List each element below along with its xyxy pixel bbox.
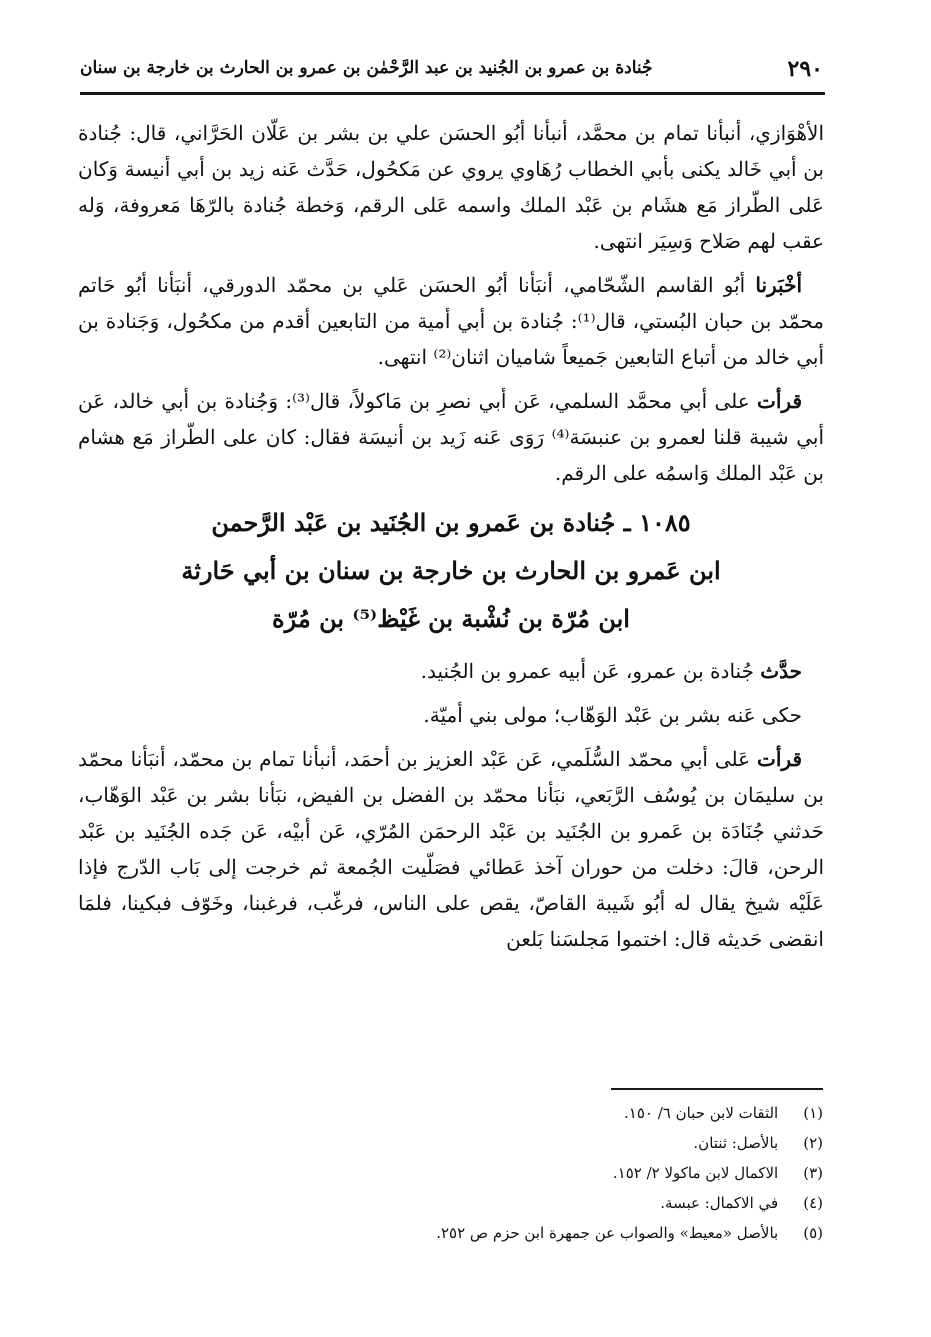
paragraph-lead: أخْبَرنا bbox=[755, 273, 803, 297]
page-number: ٢٩٠ bbox=[787, 56, 823, 82]
footnote-text: في الاكمال: عبسة. bbox=[660, 1194, 779, 1212]
paragraph bbox=[78, 653, 824, 689]
heading-line-1: ١٠٨٥ ـ جُنادة بن عَمرو بن الجُنَيد بن عَبْد الرَّحمن bbox=[211, 508, 691, 537]
footnote-divider bbox=[611, 1088, 823, 1090]
footnote-item bbox=[183, 1158, 823, 1188]
paragraph bbox=[78, 115, 824, 259]
paragraph-text: جُنادة بن عمرو، عَن أبيه عمرو بن الجُنيد. bbox=[420, 659, 754, 683]
footnote-text: الاكمال لابن ماكولا ٢/ ١٥٢. bbox=[612, 1164, 779, 1182]
footnote-text: بالأصل: ثنتان. bbox=[693, 1134, 779, 1152]
paragraph-lead: قرأت bbox=[757, 747, 803, 771]
paragraph-text: عَلى أبي محمّد السُّلَمي، عَن عَبْد العزيز بن أحمَد، أنبأنا تمام بن محمّد، أنبَأنا محمّد بن سليمَان بن يُوسُف الرَّبَعي، نبَأنا محمّد بن الفضل بن الفيض، نبَأنا بشر بن عَبْد الوَهّاب، حَدثني جُنَادَة بن عَمرو بن الجُنَيد بن عَبْد الرحمَن المُرّي، عَن أبيْه، عَن جَده الجُنَيد بن عَبْد الرحن، قالَ: دخلت من حوران آخذ عَطائي فصَلّيت الجُمعة ثم خرجت إلى بَاب الدّرج فإذا عَلَيْه شيخ يقال له أبُو شَيبة القاصّ، يقص على الناس، فرغّب، فرغبنا، وخَوّف فبكينا، فلمَا انقضى حَديثه قال: اختموا مَجلسَنا بَلعن bbox=[78, 747, 824, 951]
running-title: جُنادة بن عمرو بن الجُنيد بن عبد الرَّحْمٰن بن عمرو بن الحارث بن خارجة بن سنان bbox=[80, 58, 653, 78]
paragraph bbox=[78, 697, 824, 733]
paragraph-lead: قرأت bbox=[757, 389, 803, 413]
footnote-item bbox=[183, 1128, 823, 1158]
footnote-number: (٢) bbox=[803, 1134, 823, 1152]
paragraph bbox=[78, 267, 824, 375]
paragraph-lead: حدَّث bbox=[760, 659, 802, 683]
footnote-number: (٥) bbox=[803, 1224, 823, 1242]
entry-heading bbox=[78, 499, 824, 643]
footnote-text: الثقات لابن حبان ٦/ ١٥٠. bbox=[623, 1104, 779, 1122]
footnote-item bbox=[183, 1188, 823, 1218]
paragraph bbox=[78, 383, 824, 491]
paragraph-text: الأهْوَازي، أنبأنا تمام بن محمَّد، أنبأنا أبُو الحسَن علي بن بشر بن عَلّان الحَرَّاني، قال: جُنادة بن أبي خَالد يكنى بأبي الخطاب رُهَاوي يروي عن مَكحُول، حَدَّث عَنه زيد بن أبي أنيسة وَكان عَلى الطّراز مَع هشَام بن عَبْد الملك واسمه عَلى الرقم، وَخطة جُنادة بالرّهَا مَعروفة، وَله عقب لهم صَلاح وَسِيَر انتهى. bbox=[78, 121, 824, 253]
paragraph-text: حكى عَنه بشر بن عَبْد الوَهّاب؛ مولى بني أميّة. bbox=[423, 703, 802, 727]
paragraph-text: أبُو القاسم الشّحّامي، أنبَأنا أبُو الحسَن عَلي بن محمّد الدورقي، أنبَأنا أبُو حَاتم محمّد بن حبان البُستي، قال⁽¹⁾: جُنادة بن أبي أمية من التابعين أقدم من مكحُول، وَجَنادة بن أبي خالد من أتباع التابعين جَميعاً شاميان اثنان⁽²⁾ انتهى. bbox=[78, 273, 825, 369]
footnote-number: (٣) bbox=[803, 1164, 823, 1182]
footnotes bbox=[183, 1098, 823, 1248]
heading-line-2: ابن عَمرو بن الحارث بن خارجة بن سنان بن أبي حَارثة bbox=[181, 556, 721, 585]
heading-line-3: ابن مُرّة بن نُشْبة بن غَيْظ⁽⁵⁾ بن مُرّة bbox=[272, 604, 630, 633]
page-header bbox=[80, 52, 825, 95]
footnote-text: بالأصل «معيط» والصواب عن جمهرة ابن حزم ص ٢٥٢. bbox=[436, 1224, 779, 1242]
paragraph-text: على أبي محمَّد السلمي، عَن أبي نصرِ بن مَاكولاً، قال⁽³⁾: وَجُنادة بن أبي خالد، عَن أبي شيبة قلنا لعمرو بن عنبسَة⁽⁴⁾ رَوَى عَنه زَيد بن أنيسَة فقال: كان على الطّراز مَع هشام بن عَبْد الملك وَاسمُه على الرقم. bbox=[78, 389, 824, 485]
footnote-item bbox=[183, 1098, 823, 1128]
footnote-number: (٤) bbox=[803, 1194, 823, 1212]
main-text bbox=[78, 115, 824, 965]
footnote-item bbox=[183, 1218, 823, 1248]
footnote-number: (١) bbox=[803, 1104, 823, 1122]
paragraph bbox=[78, 741, 824, 957]
